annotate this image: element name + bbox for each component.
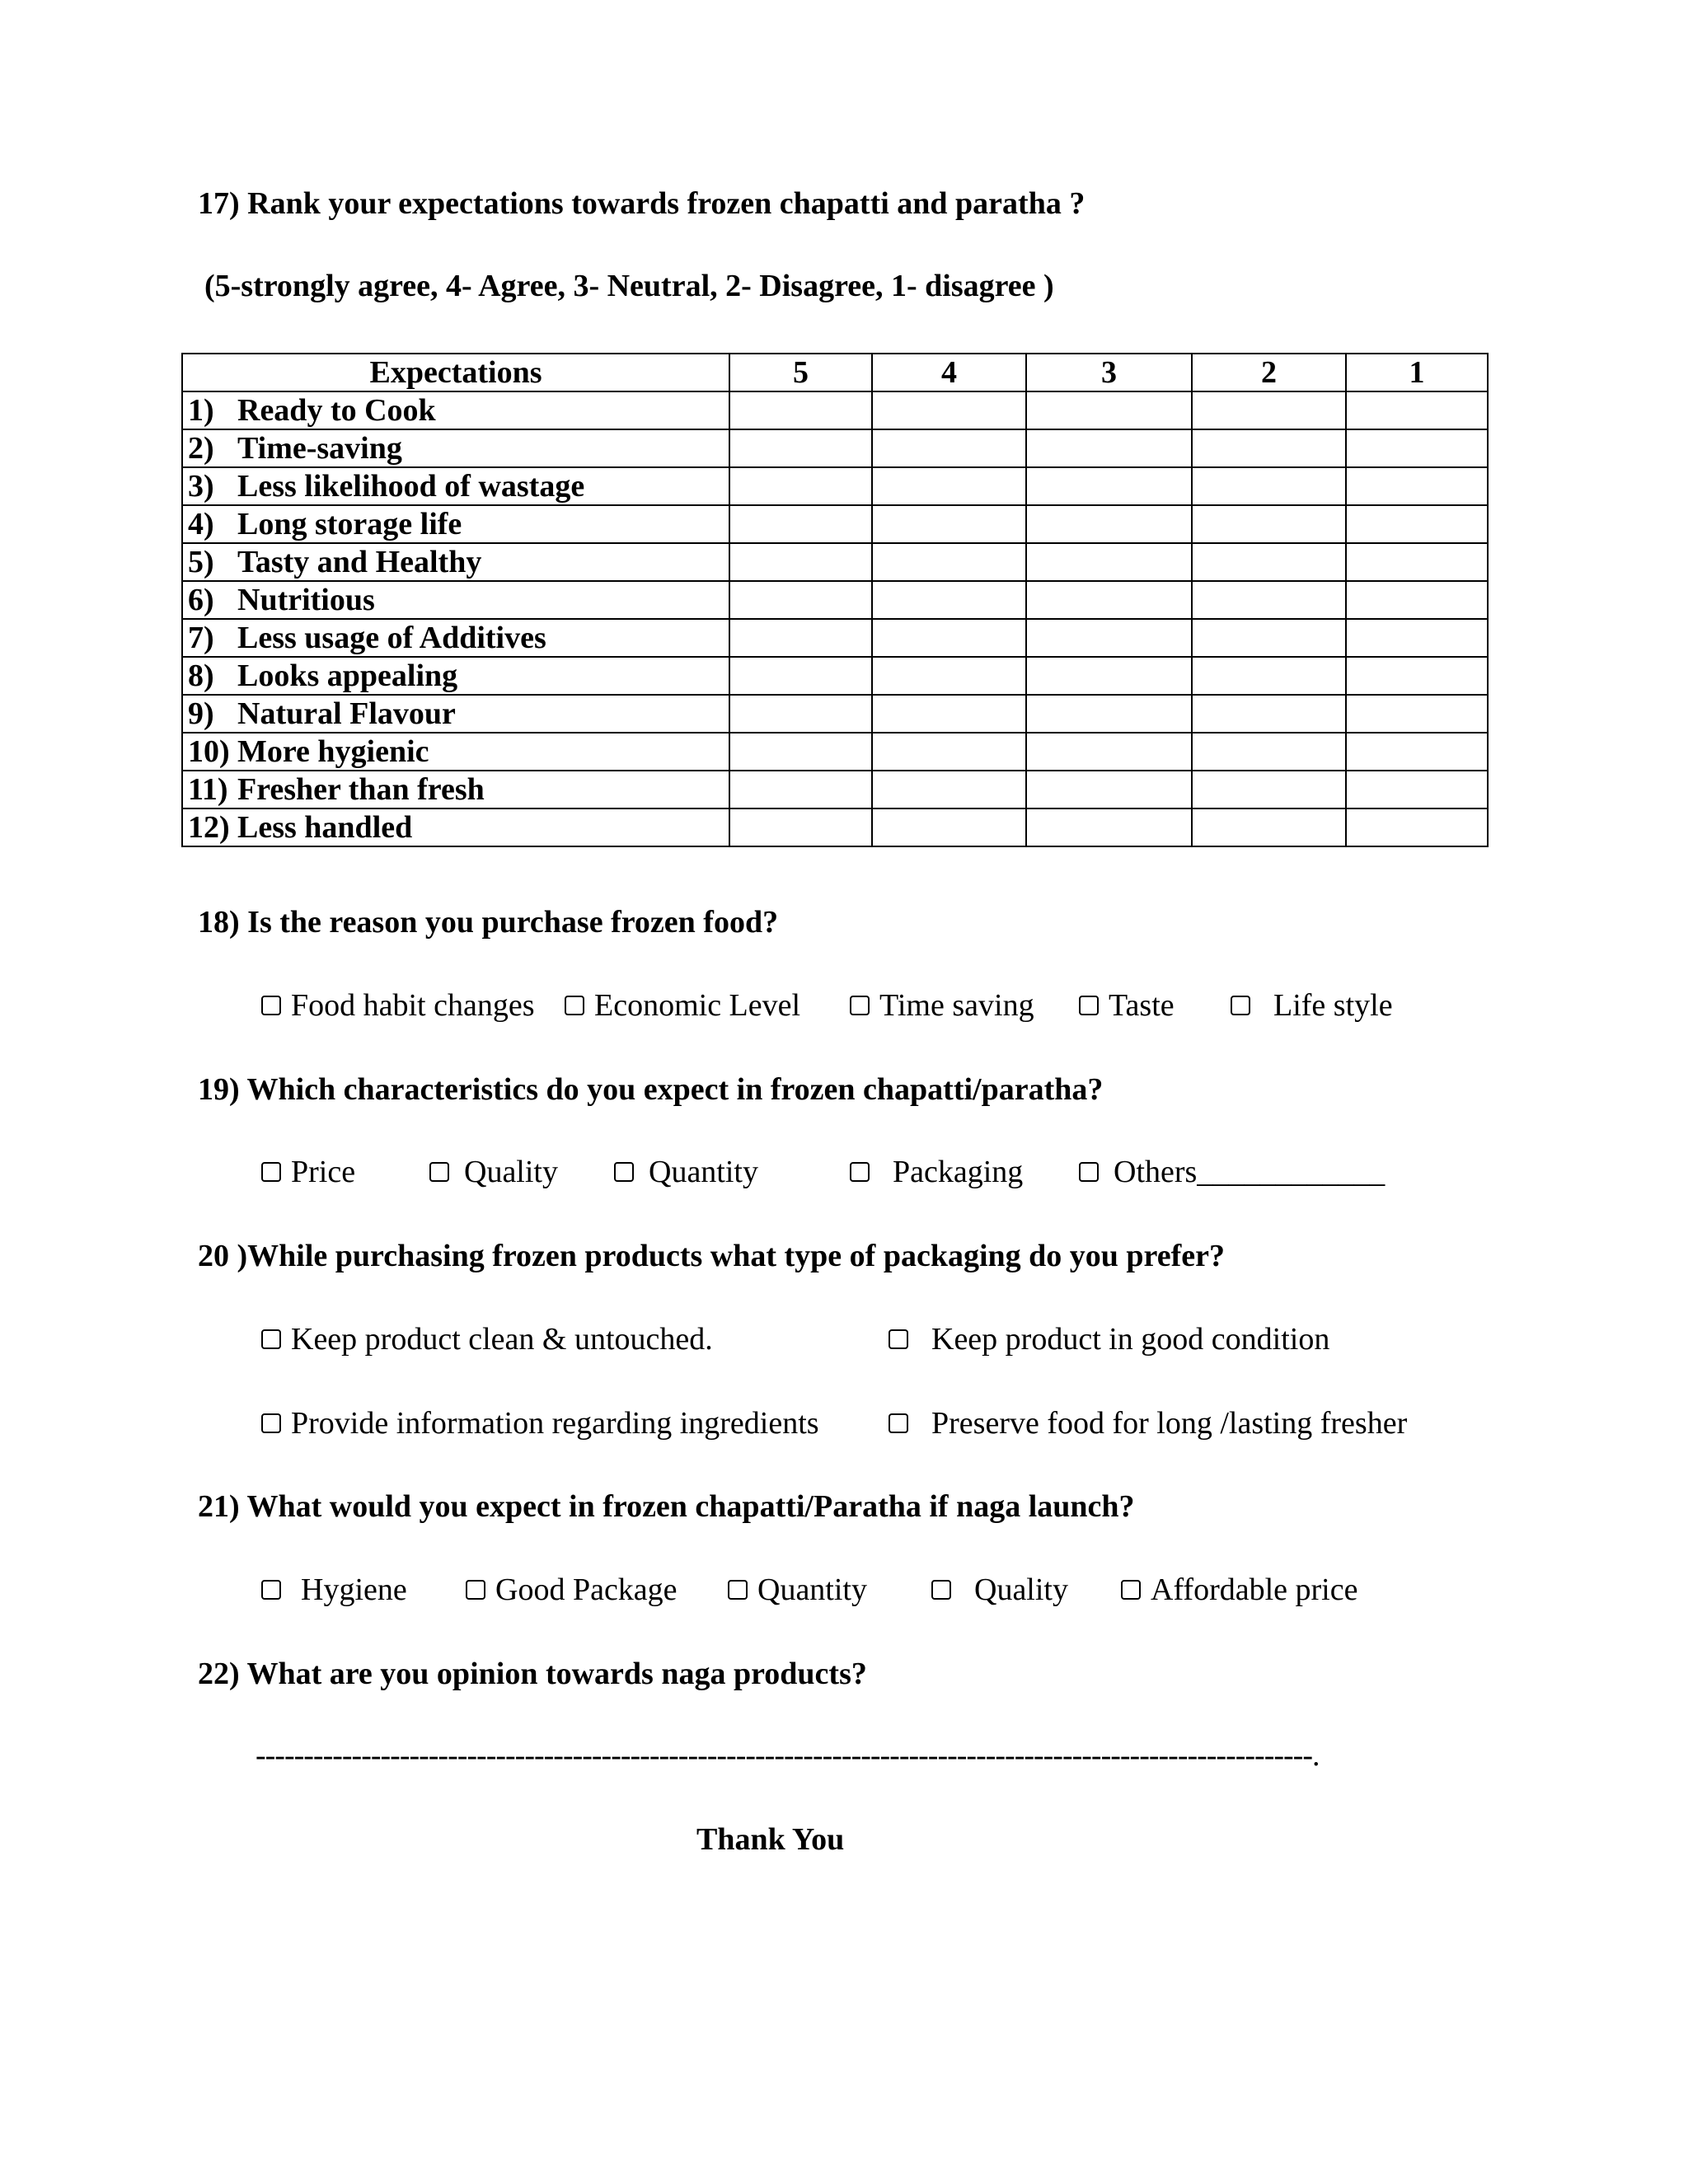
expectation-label: [182, 657, 729, 695]
expectation-label: [182, 808, 729, 846]
question-19: 19) Which characteristics do you expect in frozen chapatti/paratha?: [198, 1072, 1104, 1107]
rating-cell-2[interactable]: [1192, 429, 1346, 467]
expectation-label: [182, 581, 729, 619]
checkbox-icon[interactable]: [261, 1413, 281, 1433]
option-price[interactable]: Price: [261, 1154, 355, 1190]
rating-cell-1[interactable]: [1346, 808, 1488, 846]
checkbox-icon[interactable]: [1079, 1162, 1099, 1182]
question-20: 20 )While purchasing frozen products what type of packaging do you prefer?: [198, 1239, 1225, 1273]
rating-cell-3[interactable]: [1026, 657, 1192, 695]
expectation-label: [182, 695, 729, 733]
rating-cell-3[interactable]: [1026, 467, 1192, 505]
row-number: 10): [188, 734, 230, 769]
rating-cell-5[interactable]: [729, 808, 872, 846]
table-row: [182, 429, 1488, 467]
rating-cell-2[interactable]: [1192, 543, 1346, 581]
rating-cell-2[interactable]: [1192, 771, 1346, 808]
option-taste[interactable]: Taste: [1079, 987, 1175, 1024]
row-number: 5): [188, 545, 214, 579]
rating-cell-5[interactable]: [729, 771, 872, 808]
rating-cell-3[interactable]: [1026, 695, 1192, 733]
option-life-style[interactable]: Life style: [1231, 987, 1393, 1024]
option-economic-level[interactable]: Economic Level: [565, 987, 800, 1024]
row-number: 7): [188, 621, 214, 655]
rating-cell-2[interactable]: [1192, 391, 1346, 429]
answer-line[interactable]: --------------------------------------------------------------------------------------------------------------.: [256, 1738, 1320, 1773]
header-3: 3: [1026, 354, 1192, 391]
checkbox-icon[interactable]: [261, 996, 281, 1015]
rating-cell-4[interactable]: [872, 581, 1026, 619]
rating-cell-4[interactable]: [872, 808, 1026, 846]
rating-cell-2[interactable]: [1192, 505, 1346, 543]
row-number: 11): [188, 772, 228, 807]
rating-cell-1[interactable]: [1346, 467, 1488, 505]
row-number: 9): [188, 696, 214, 731]
rating-cell-1[interactable]: [1346, 733, 1488, 771]
option-good-package[interactable]: Good Package: [466, 1572, 678, 1608]
rating-cell-3[interactable]: [1026, 808, 1192, 846]
row-number: 12): [188, 810, 230, 845]
row-number: 2): [188, 431, 214, 466]
rating-cell-1[interactable]: [1346, 657, 1488, 695]
expectation-label: [182, 467, 729, 505]
row-number: 4): [188, 507, 214, 541]
row-label: Nutritious: [237, 583, 375, 617]
row-label: Fresher than fresh: [237, 772, 485, 807]
row-number: 1): [188, 393, 214, 428]
rating-cell-5[interactable]: [729, 543, 872, 581]
row-number: 3): [188, 469, 214, 504]
option-others[interactable]: Others____________: [1079, 1154, 1385, 1190]
checkbox-icon[interactable]: [931, 1580, 951, 1600]
rating-cell-5[interactable]: [729, 429, 872, 467]
header-4: 4: [872, 354, 1026, 391]
rating-cell-3[interactable]: [1026, 581, 1192, 619]
row-label: Less likelihood of wastage: [237, 469, 585, 504]
expectation-label: [182, 543, 729, 581]
table-row: [182, 467, 1488, 505]
rating-cell-1[interactable]: [1346, 581, 1488, 619]
checkbox-icon[interactable]: [1231, 996, 1250, 1015]
row-label: More hygienic: [237, 734, 429, 769]
expectation-label: [182, 619, 729, 657]
row-label: Tasty and Healthy: [237, 545, 482, 579]
checkbox-icon[interactable]: [728, 1580, 748, 1600]
checkbox-icon[interactable]: [1079, 996, 1099, 1015]
rating-cell-2[interactable]: [1192, 657, 1346, 695]
rating-cell-3[interactable]: [1026, 391, 1192, 429]
rating-cell-5[interactable]: [729, 467, 872, 505]
rating-cell-4[interactable]: [872, 619, 1026, 657]
table-row: [182, 543, 1488, 581]
table-row: [182, 619, 1488, 657]
row-number: 8): [188, 658, 214, 693]
rating-cell-1[interactable]: [1346, 429, 1488, 467]
table-row: [182, 581, 1488, 619]
rating-cell-2[interactable]: [1192, 467, 1346, 505]
table-row: [182, 695, 1488, 733]
expectations-table: [181, 353, 1489, 847]
checkbox-icon[interactable]: [261, 1580, 281, 1600]
option-keep-clean[interactable]: Keep product clean & untouched.: [261, 1321, 713, 1357]
rating-cell-1[interactable]: [1346, 505, 1488, 543]
row-label: Ready to Cook: [237, 393, 436, 428]
row-label: Looks appealing: [237, 658, 458, 693]
rating-cell-5[interactable]: [729, 581, 872, 619]
rating-cell-5[interactable]: [729, 733, 872, 771]
rating-cell-1[interactable]: [1346, 619, 1488, 657]
rating-cell-4[interactable]: [872, 505, 1026, 543]
rating-cell-4[interactable]: [872, 695, 1026, 733]
rating-cell-2[interactable]: [1192, 695, 1346, 733]
closing-text: Thank You: [696, 1822, 845, 1857]
question-17: 17) Rank your expectations towards frozen chapatti and paratha ?: [198, 186, 1085, 221]
expectation-label: [182, 429, 729, 467]
rating-cell-2[interactable]: [1192, 619, 1346, 657]
expectation-label: [182, 391, 729, 429]
table-row: [182, 657, 1488, 695]
header-2: 2: [1192, 354, 1346, 391]
rating-cell-1[interactable]: [1346, 695, 1488, 733]
header-1: 1: [1346, 354, 1488, 391]
option-good-condition[interactable]: Keep product in good condition: [889, 1321, 1329, 1357]
option-time-saving[interactable]: Time saving: [850, 987, 1034, 1024]
expectation-label: [182, 733, 729, 771]
rating-cell-4[interactable]: [872, 391, 1026, 429]
option-quality[interactable]: Quality: [429, 1154, 558, 1190]
checkbox-icon[interactable]: [850, 996, 870, 1015]
rating-cell-5[interactable]: [729, 695, 872, 733]
option-quantity-21[interactable]: Quantity: [728, 1572, 867, 1608]
rating-cell-2[interactable]: [1192, 808, 1346, 846]
header-expectations: Expectations: [182, 354, 729, 391]
rating-cell-4[interactable]: [872, 771, 1026, 808]
checkbox-icon[interactable]: [1121, 1580, 1141, 1600]
rating-cell-2[interactable]: [1192, 733, 1346, 771]
checkbox-icon[interactable]: [614, 1162, 634, 1182]
header-5: 5: [729, 354, 872, 391]
rating-cell-3[interactable]: [1026, 543, 1192, 581]
rating-cell-5[interactable]: [729, 505, 872, 543]
row-number: 6): [188, 583, 214, 617]
question-22: 22) What are you opinion towards naga products?: [198, 1657, 867, 1691]
option-quality-21[interactable]: Quality: [931, 1572, 1068, 1608]
table-header-row: [182, 354, 1488, 391]
question-18: 18) Is the reason you purchase frozen food?: [198, 905, 779, 940]
checkbox-icon[interactable]: [850, 1162, 870, 1182]
row-label: Long storage life: [237, 507, 462, 541]
question-21: 21) What would you expect in frozen chapatti/Paratha if naga launch?: [198, 1489, 1135, 1524]
rating-cell-1[interactable]: [1346, 391, 1488, 429]
checkbox-icon[interactable]: [261, 1329, 281, 1349]
rating-cell-3[interactable]: [1026, 619, 1192, 657]
rating-cell-4[interactable]: [872, 733, 1026, 771]
option-food-habit-changes[interactable]: Food habit changes: [261, 987, 535, 1024]
expectation-label: [182, 771, 729, 808]
option-quantity[interactable]: Quantity: [614, 1154, 758, 1190]
rating-cell-4[interactable]: [872, 657, 1026, 695]
rating-cell-2[interactable]: [1192, 581, 1346, 619]
table-row: [182, 733, 1488, 771]
rating-cell-5[interactable]: [729, 657, 872, 695]
rating-cell-5[interactable]: [729, 619, 872, 657]
rating-cell-3[interactable]: [1026, 505, 1192, 543]
rating-cell-4[interactable]: [872, 429, 1026, 467]
table-row: [182, 391, 1488, 429]
row-label: Less handled: [237, 810, 413, 845]
rating-cell-3[interactable]: [1026, 733, 1192, 771]
rating-cell-1[interactable]: [1346, 543, 1488, 581]
table-row: [182, 771, 1488, 808]
option-hygiene[interactable]: Hygiene: [261, 1572, 407, 1608]
option-preserve-food[interactable]: Preserve food for long /lasting fresher: [889, 1405, 1407, 1441]
expectation-label: [182, 505, 729, 543]
row-label: Time-saving: [237, 431, 402, 466]
row-label: Less usage of Additives: [237, 621, 546, 655]
option-provide-information[interactable]: Provide information regarding ingredients: [261, 1405, 819, 1441]
rating-cell-3[interactable]: [1026, 429, 1192, 467]
option-affordable-price[interactable]: Affordable price: [1121, 1572, 1357, 1608]
table-row: [182, 808, 1488, 846]
checkbox-icon[interactable]: [261, 1162, 281, 1182]
rating-cell-3[interactable]: [1026, 771, 1192, 808]
table-row: [182, 505, 1488, 543]
checkbox-icon[interactable]: [466, 1580, 485, 1600]
rating-cell-5[interactable]: [729, 391, 872, 429]
checkbox-icon[interactable]: [889, 1329, 908, 1349]
row-label: Natural Flavour: [237, 696, 456, 731]
checkbox-icon[interactable]: [565, 996, 584, 1015]
rating-cell-4[interactable]: [872, 543, 1026, 581]
rating-scale-legend: (5-strongly agree, 4- Agree, 3- Neutral, 2- Disagree, 1- disagree ): [204, 269, 1054, 303]
rating-cell-4[interactable]: [872, 467, 1026, 505]
option-packaging[interactable]: Packaging: [850, 1154, 1023, 1190]
checkbox-icon[interactable]: [429, 1162, 449, 1182]
rating-cell-1[interactable]: [1346, 771, 1488, 808]
checkbox-icon[interactable]: [889, 1413, 908, 1433]
